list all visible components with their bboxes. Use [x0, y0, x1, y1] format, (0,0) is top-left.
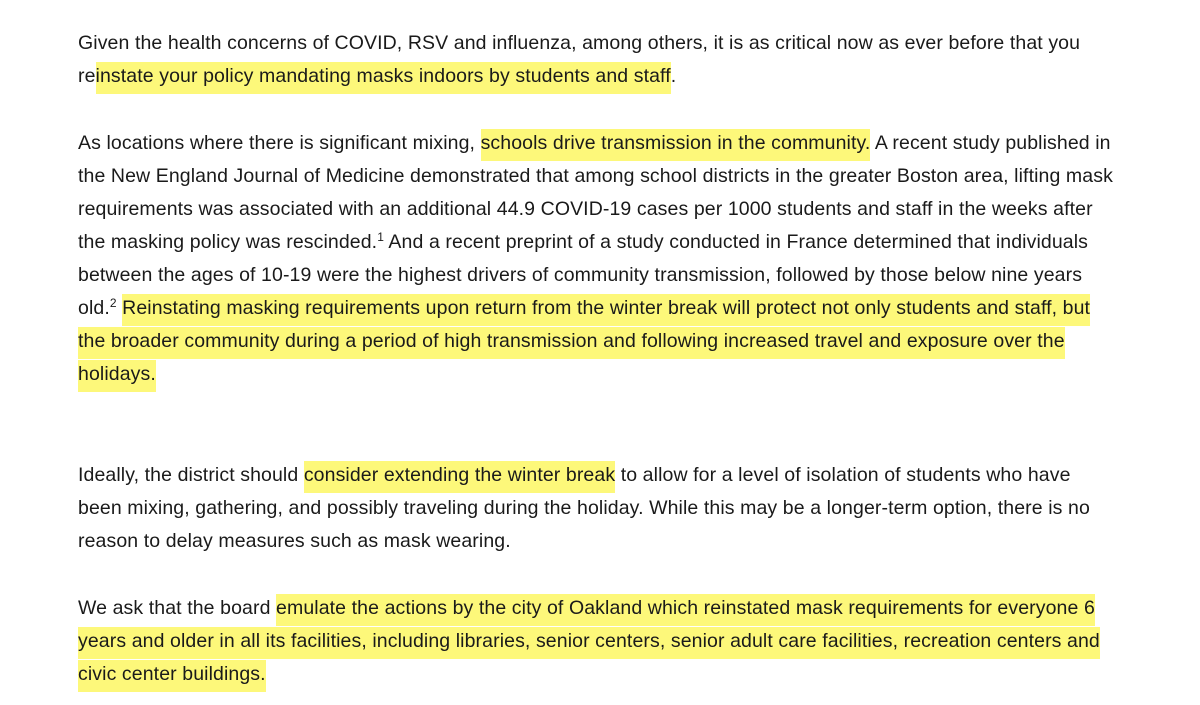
- text-segment: .: [670, 65, 677, 87]
- text-segment: As locations where there is significant mixing,: [78, 132, 481, 154]
- text-segment: We ask that the board: [78, 597, 277, 619]
- highlighted-text: emulate the actions by the city of Oakland which reinstated mask requirements for everyone 6 years and older in all its facilities, including libraries, senior centers, senior adult care facilities, recreation centers and civic center buildings.: [78, 594, 1100, 692]
- footnote-ref-1: 1: [377, 230, 384, 244]
- text-segment: A recent study published in the New England Journal of Medicine demonstrated that among school districts in the greater Boston area, lifting mask requirements was associated with an additional 44.9 COVID-19 cases per 1000 students and staff in the weeks after the masking policy was rescinded.: [78, 132, 1113, 253]
- text-segment: Ideally, the district should: [78, 464, 304, 486]
- footnote-ref-2: 2: [109, 296, 117, 310]
- paragraph-3: [78, 459, 1118, 558]
- highlighted-text: schools drive transmission in the community.: [481, 129, 871, 161]
- paragraph-1: [78, 27, 1118, 93]
- text-segment: to allow for a level of isolation of students who have been mixing, gathering, and possibly traveling during the holiday. While this may be a longer-term option, there is no reason to delay measures such as mask wearing.: [78, 464, 1090, 552]
- paragraph-2: [78, 127, 1118, 391]
- text-segment: Given the health concerns of COVID, RSV and influenza, among others, it is as critical now as ever before that you re: [78, 32, 1081, 87]
- text-segment: And a recent preprint of a study conducted in France determined that individuals between the ages of 10-19 were the highest drivers of community transmission, followed by those below nine years old.: [78, 231, 1088, 319]
- highlighted-text: instate your policy mandating masks indoors by students and staff: [96, 62, 671, 94]
- highlighted-text: Reinstating masking requirements upon return from the winter break will protect not only students and staff, but the broader community during a period of high transmission and following increased travel and exposure over the holidays.: [78, 294, 1090, 392]
- highlighted-text: consider extending the winter break: [304, 461, 615, 493]
- paragraph-4: [78, 592, 1118, 691]
